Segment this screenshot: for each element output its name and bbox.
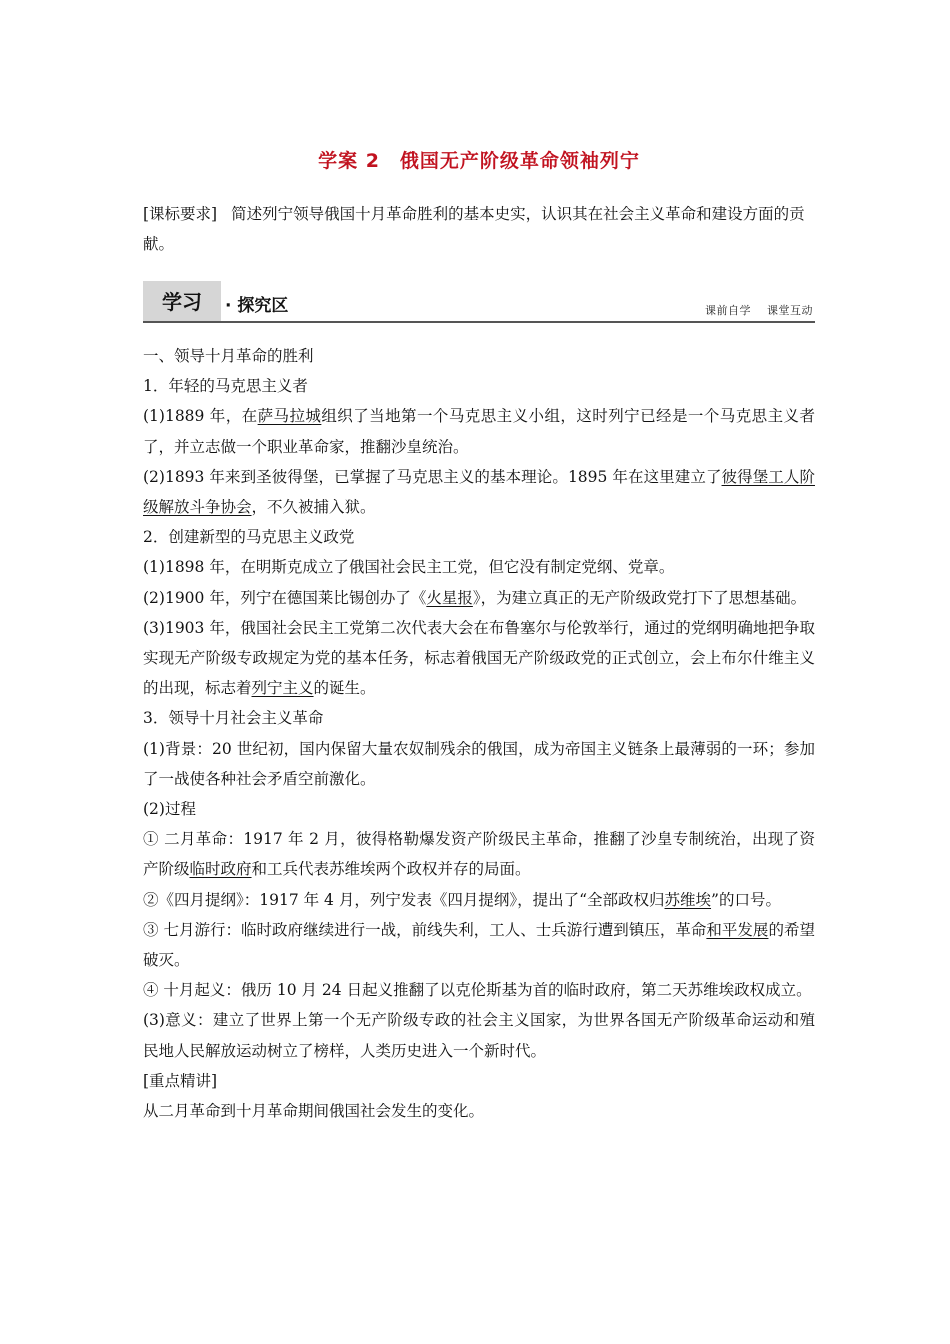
underlined-term: 火星报 [426, 588, 473, 607]
paragraph-7: (2)过程 [143, 800, 196, 819]
link-preview-study: 课前自学 [705, 304, 751, 317]
paragraph-9: ②《四月提纲》：1917 年 4 月，列宁发表《四月提纲》，提出了“全部政权归苏维埃”的口号。 [143, 890, 781, 909]
banner-subtitle: · 探究区 [225, 296, 289, 316]
curriculum-requirement [143, 199, 815, 259]
paragraph-6: (1)背景：20 世纪初，国内保留大量农奴制残余的俄国，成为帝国主义链条上最薄弱的一环；参加了一战使各种社会矛盾空前激化。 [143, 739, 815, 788]
underlined-term: 列宁主义 [251, 679, 314, 698]
paragraph-2: (2)1893 年来到圣彼得堡，已掌握了马克思主义的基本理论。1895 年在这里建立了彼得堡工人阶级解放斗争协会，不久被捕入狱。 [143, 467, 815, 517]
underlined-term: 彼得堡工人阶级解放斗争协会 [143, 467, 815, 517]
banner-tab: 学习 [143, 281, 221, 321]
paragraph-3: (1)1898 年，在明斯克成立了俄国社会民主工党，但它没有制定党纲、党章。 [143, 558, 675, 577]
banner-rule [143, 321, 815, 323]
heading-1-3: 3．领导十月社会主义革命 [143, 709, 324, 728]
paragraph-13: [重点精讲] [143, 1071, 218, 1090]
paragraph-1: (1)1889 年，在萨马拉城组织了当地第一个马克思主义小组，这时列宁已经是一个马克思主义者了，并立志做一个职业革命家，推翻沙皇统治。 [143, 407, 815, 456]
underlined-term: 和平发展 [706, 920, 769, 939]
paragraph-12: (3)意义：建立了世界上第一个无产阶级专政的社会主义国家，为世界各国无产阶级革命运动和殖民地人民解放运动树立了榜样，人类历史进入一个新时代。 [143, 1011, 815, 1060]
page-title: 学案 2 俄国无产阶级革命领袖列宁 [318, 150, 640, 172]
paragraph-8: ① 二月革命：1917 年 2 月，彼得格勒爆发资产阶级民主革命，推翻了沙皇专制统治，出现了资产阶级临时政府和工兵代表苏维埃两个政权并存的局面。 [143, 830, 815, 879]
heading-1-1: 1．年轻的马克思主义者 [143, 377, 308, 396]
paragraph-5: (3)1903 年，俄国社会民主工党第二次代表大会在布鲁塞尔与伦敦举行，通过的党纲明确地把争取实现无产阶级专政规定为党的基本任务，标志着俄国无产阶级政党的正式创立，会上布尔什维主义的出现，标志着列宁主义的诞生。 [143, 618, 815, 698]
requirement-tag: [课标要求] [143, 205, 218, 223]
study-content [143, 341, 815, 1126]
paragraph-14: 从二月革命到十月革命期间俄国社会发生的变化。 [143, 1102, 485, 1121]
banner-links [693, 302, 813, 318]
heading-section-1: 一、领导十月革命的胜利 [143, 347, 314, 365]
section-banner [143, 281, 815, 323]
paragraph-11: ④ 十月起义：俄历 10 月 24 日起义推翻了以克伦斯基为首的临时政府，第二天苏维埃政权成立。 [143, 981, 812, 1000]
paragraph-4: (2)1900 年，列宁在德国莱比锡创办了《火星报》，为建立真正的无产阶级政党打下了思想基础。 [143, 588, 807, 607]
link-class-interaction: 课堂互动 [767, 304, 813, 317]
underlined-term: 临时政府 [189, 860, 252, 879]
requirement-text: 简述列宁领导俄国十月革命胜利的基本史实，认识其在社会主义革命和建设方面的贡献。 [143, 205, 805, 253]
underlined-term: 萨马拉城 [257, 407, 322, 426]
heading-1-2: 2．创建新型的马克思主义政党 [143, 528, 355, 547]
underlined-term: 苏维埃 [664, 890, 712, 909]
paragraph-10: ③ 七月游行：临时政府继续进行一战，前线失利，工人、士兵游行遭到镇压，革命和平发展的希望破灭。 [143, 920, 815, 970]
